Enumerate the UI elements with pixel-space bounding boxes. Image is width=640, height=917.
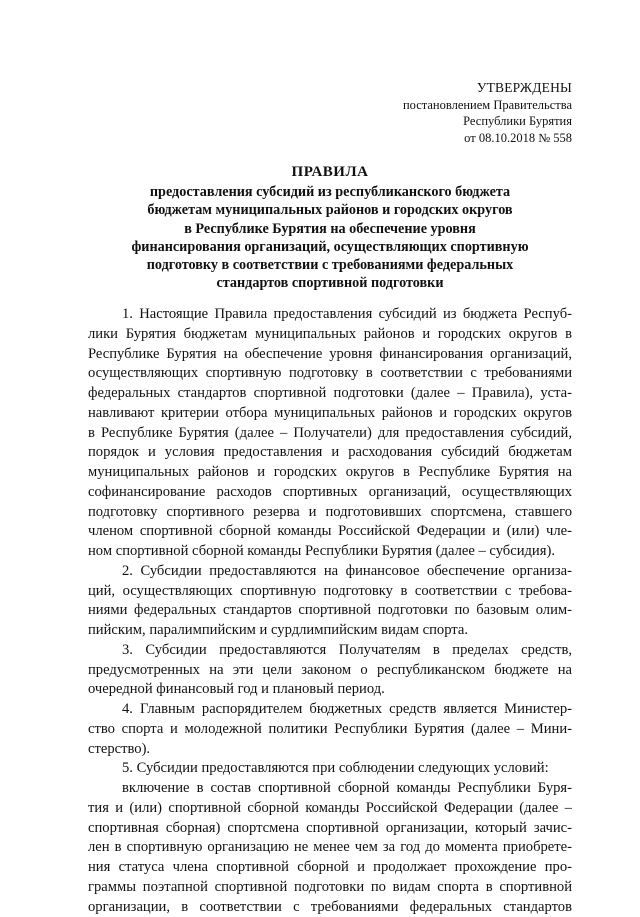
paragraph-1-line: навливают критерии отбора муниципальных районов и городских округов xyxy=(88,404,572,424)
paragraph-1-line: 1. Настоящие Правила предоставления субсидий из бюджета Респуб- xyxy=(88,305,572,325)
paragraph-6-line: организации, в соответствии с требованиями федеральных стандартов xyxy=(88,898,572,917)
approval-line: Республики Бурятия xyxy=(403,113,572,130)
paragraph-1-line: в Республике Бурятия (далее – Получатели) для предоставления субсидий, xyxy=(88,424,572,444)
paragraph-2-line: 2. Субсидии предоставляются на финансовое обеспечение организа- xyxy=(88,562,572,582)
paragraph-2-line: пийским, паралимпийским и сурдлимпийским видам спорта. xyxy=(88,621,572,641)
paragraph-6-line: граммы поэтапной спортивной подготовки по видам спорта в спортивной xyxy=(88,878,572,898)
paragraph-6-line: включение в состав спортивной сборной команды Республики Буря- xyxy=(88,779,572,799)
paragraph-1-line: членом спортивной сборной команды Российской Федерации и (или) чле- xyxy=(88,522,572,542)
paragraph-1-line: Республике Бурятия на обеспечение уровня финансирования организаций, xyxy=(88,345,572,365)
title-line: предоставления субсидий из республиканского бюджета xyxy=(90,183,570,201)
paragraph-3-line: 3. Субсидии предоставляются Получателям в пределах средств, xyxy=(88,641,572,661)
paragraph-1-line: муниципальных районов и городских округов в Республике Бурятия на xyxy=(88,463,572,483)
paragraph-4-line: 4. Главным распорядителем бюджетных средств является Министер- xyxy=(88,700,572,720)
approval-heading: УТВЕРЖДЕНЫ xyxy=(403,80,572,97)
paragraph-2-line: ций, осуществляющих спортивную подготовку в соответствии с требова- xyxy=(88,582,572,602)
paragraph-1-line: подготовку спортивного резерва и подготовивших спортсмена, ставшего xyxy=(88,503,572,523)
paragraph-1-line: софинансирование расходов спортивных организаций, осуществляющих xyxy=(88,483,572,503)
paragraph-2-line: ниями федеральных стандартов спортивной подготовки по базовым олим- xyxy=(88,601,572,621)
approval-line: постановлением Правительства xyxy=(403,97,572,114)
approval-stamp xyxy=(403,80,572,146)
title-line: стандартов спортивной подготовки xyxy=(90,274,570,292)
paragraph-3-line: очередной финансовый год и плановый период. xyxy=(88,680,572,700)
paragraph-4-line: ство спорта и молодежной политики Республики Бурятия (далее – Мини- xyxy=(88,720,572,740)
paragraph-6-line: тия и (или) спортивной сборной команды Российской Федерации (далее – xyxy=(88,799,572,819)
paragraph-4-line: стерство). xyxy=(88,740,572,760)
paragraph-1-line: федеральных стандартов спортивной подготовки (далее – Правила), уста- xyxy=(88,384,572,404)
paragraph-6-line: лен в спортивную организацию не менее чем за год до момента приобрете- xyxy=(88,838,572,858)
paragraph-1-line: лики Бурятия бюджетам муниципальных районов и городских округов в xyxy=(88,325,572,345)
paragraph-5-line: 5. Субсидии предоставляются при соблюдении следующих условий: xyxy=(88,759,572,779)
approval-line: от 08.10.2018 № 558 xyxy=(403,130,572,147)
document-body xyxy=(88,305,572,917)
paragraph-1-line: порядок и условия предоставления и расходования субсидий бюджетам xyxy=(88,443,572,463)
paragraph-3-line: предусмотренных на эти цели законом о республиканском бюджете на xyxy=(88,661,572,681)
title-line: в Республике Бурятия на обеспечение уровня xyxy=(90,220,570,238)
title-line: бюджетам муниципальных районов и городских округов xyxy=(90,201,570,219)
paragraph-1-line: ном спортивной сборной команды Республики Бурятия (далее – субсидия). xyxy=(88,542,572,562)
title-line: финансирования организаций, осуществляющих спортивную xyxy=(90,238,570,256)
paragraph-1-line: осуществляющих спортивную подготовку в соответствии с требованиями xyxy=(88,364,572,384)
document-title-block xyxy=(90,163,570,292)
paragraph-6-line: ния статуса члена спортивной сборной и продолжает прохождение про- xyxy=(88,858,572,878)
paragraph-6-line: спортивная сборная) спортсмена спортивной организации, который зачис- xyxy=(88,819,572,839)
document-title: ПРАВИЛА xyxy=(90,163,570,181)
title-line: подготовку в соответствии с требованиями федеральных xyxy=(90,256,570,274)
